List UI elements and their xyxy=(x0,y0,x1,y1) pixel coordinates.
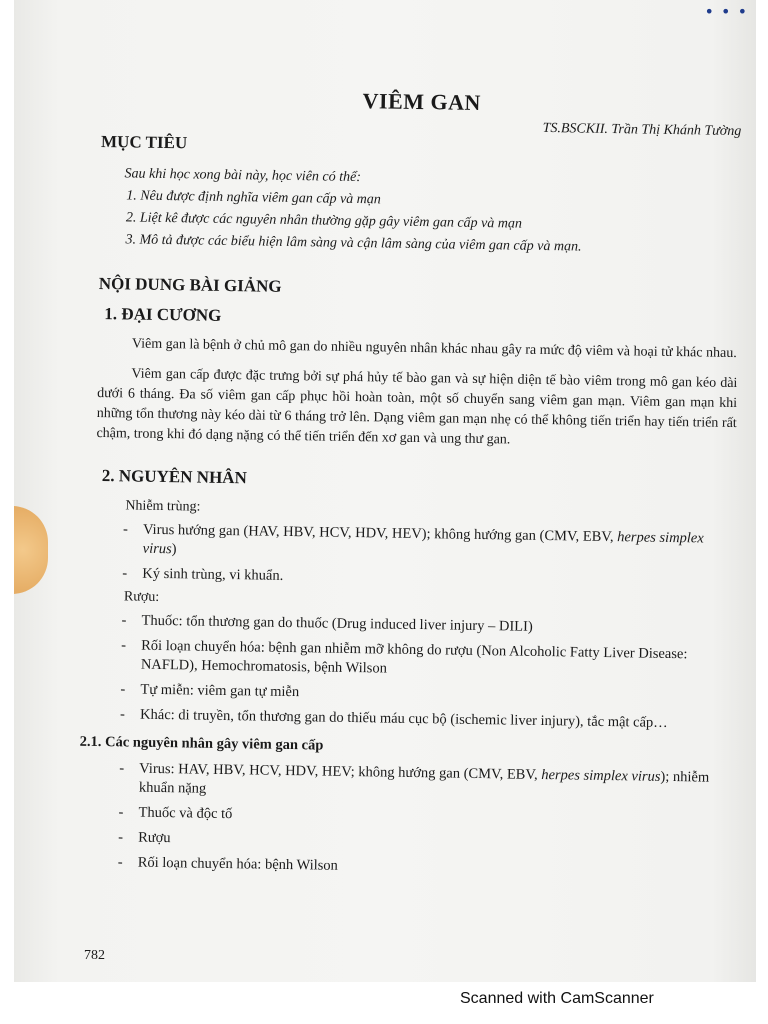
bullet-dash: - xyxy=(122,521,128,538)
document-body xyxy=(79,84,742,888)
list-item xyxy=(119,759,732,807)
page-number: 782 xyxy=(84,948,105,963)
item-text: Virus hướng gan (HAV, HBV, HCV, HDV, HEV); không hướng gan (CMV, EBV, xyxy=(142,521,618,546)
bullet-dash: - xyxy=(121,612,127,629)
section21-heading: 2.1. Các nguyên nhân gây viêm gan cấp xyxy=(79,733,324,754)
objective-item: 2. Liệt kê được các nguyên nhân thường gặp gây viêm gan cấp và mạn xyxy=(140,211,740,236)
item-tail: ); nhiễm khuẩn nặng xyxy=(138,768,710,797)
section1-paragraph: Viêm gan là bệnh ở chủ mô gan do nhiều nguyên nhân khác nhau gây ra mức độ viêm và hoại tử khác nhau. xyxy=(131,336,737,362)
objective-item: 1. Nêu được định nghĩa viêm gan cấp và mạn xyxy=(140,189,740,214)
item-text: Khác: di truyền, tổn thương gan do thiếu máu cục bộ (ischemic liver injury), tắc mật cấp… xyxy=(139,706,668,731)
bullet-dash: - xyxy=(118,829,124,846)
item-text: Rối loạn chuyển hóa: bệnh gan nhiễm mỡ không do rượu (Non Alcoholic Fatty Liver Disease: NAFLD), Hemochromatosis, bệnh Wilson xyxy=(140,637,688,677)
cause-list xyxy=(92,611,734,734)
list-item xyxy=(123,520,736,568)
bullet-dash: - xyxy=(122,565,128,582)
item-text: Rối loạn chuyển hóa: bệnh Wilson xyxy=(137,854,338,874)
list-item xyxy=(121,611,733,640)
bullet-dash: - xyxy=(119,760,125,777)
content-heading: NỘI DUNG BÀI GIẢNG xyxy=(98,273,282,296)
section2-heading: 2. NGUYÊN NHÂN xyxy=(101,466,247,488)
item-italic: herpes simplex virus xyxy=(142,529,704,558)
item-tail: ) xyxy=(171,541,177,558)
list-item xyxy=(118,803,730,832)
infection-list xyxy=(94,520,735,593)
scanned-page xyxy=(14,0,756,982)
bullet-dash: - xyxy=(119,706,126,723)
bullet-dash: - xyxy=(120,681,126,698)
author-line: TS.BSCKII. Trần Thị Khánh Tường xyxy=(542,120,742,140)
scanner-watermark: Scanned with CamScanner xyxy=(460,990,654,1007)
bullet-dash: - xyxy=(118,804,124,821)
infection-label: Nhiễm trùng: xyxy=(125,498,201,515)
page-tab-marker xyxy=(14,506,48,594)
alcohol-label: Rượu: xyxy=(123,589,160,605)
item-text: Ký sinh trùng, vi khuẩn. xyxy=(142,565,284,584)
item-italic: herpes simplex virus xyxy=(541,766,661,785)
list-item xyxy=(120,705,732,734)
list-item xyxy=(122,564,734,593)
section1-heading: 1. ĐẠI CƯƠNG xyxy=(104,304,222,325)
objective-item: 3. Mô tả được các biểu hiện lâm sàng và cận lâm sàng của viêm gan cấp và mạn. xyxy=(139,233,739,258)
acute-cause-list xyxy=(90,759,732,882)
item-text: Thuốc: tổn thương gan do thuốc (Drug induced liver injury – DILI) xyxy=(141,612,533,635)
list-item xyxy=(121,636,734,684)
item-text: Thuốc và độc tố xyxy=(138,804,233,823)
objectives-heading: MỤC TIÊU xyxy=(100,131,188,153)
objectives-intro: Sau khi học xong bài này, học viên có thể: xyxy=(124,166,362,186)
item-text: Tự miễn: viêm gan tự miễn xyxy=(140,681,300,701)
list-item xyxy=(118,853,730,882)
item-text: Rượu xyxy=(138,829,171,847)
list-item xyxy=(118,828,730,857)
document-title: VIÊM GAN xyxy=(362,88,482,115)
corner-dots: • • • xyxy=(704,2,748,21)
bullet-dash: - xyxy=(117,854,123,871)
section1-paragraph: Viêm gan cấp được đặc trưng bởi sự phá hủy tế bào gan và sự hiện diện tế bào viêm trong mô gan kéo dài dưới 6 tháng. Đa số viêm gan cấp phục hồi hoàn toàn, một số chuyển sang viêm gan mạn. Viêm gan mạn khi những tổn thương này kéo dài từ 6 tháng trở lên. Dạng viêm gan mạn nhẹ có thể không tiến triển hay tiến triển rất chậm, trong khi đó dạng nặng có thể tiến triển đến xơ gan và ung thư gan. xyxy=(96,366,738,448)
objectives-list xyxy=(99,188,740,258)
list-item xyxy=(120,680,732,709)
bullet-dash: - xyxy=(121,637,127,654)
item-text: Virus: HAV, HBV, HCV, HDV, HEV; không hướng gan (CMV, EBV, xyxy=(139,760,542,783)
